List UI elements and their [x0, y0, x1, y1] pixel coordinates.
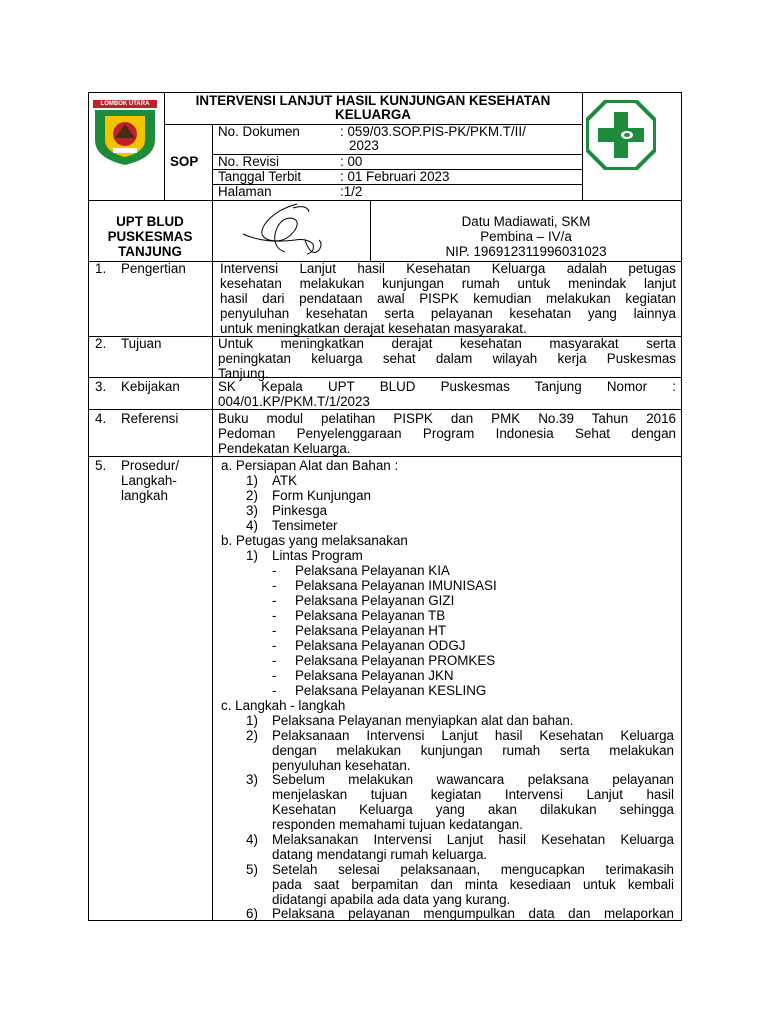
- step-2: [272, 728, 674, 773]
- list-dash: -: [272, 593, 277, 608]
- text-line: Pendekatan Keluarga.: [218, 441, 351, 456]
- list-item: Pinkesga: [272, 503, 328, 518]
- text-line: penyuluhan kesehatan serta pelayanan kesehatan yang lainnya: [220, 306, 676, 321]
- doc-number-label: No. Dokumen: [218, 124, 300, 139]
- section-title-prosedur: Langkah-: [121, 473, 177, 488]
- list-number: 1): [246, 713, 258, 728]
- page-label: Halaman: [218, 184, 272, 199]
- issue-date-value: : 01 Februari 2023: [340, 169, 450, 184]
- divider: [212, 200, 213, 261]
- text-line: penyuluhan kesehatan.: [272, 758, 411, 773]
- list-dash: -: [272, 668, 277, 683]
- list-dash: -: [272, 638, 277, 653]
- section-number: 4.: [95, 411, 107, 426]
- divider: [212, 124, 213, 200]
- list-item: Pelaksana Pelayanan PROMKES: [295, 653, 496, 668]
- signer-name: Datu Madiawati, SKM: [461, 214, 591, 229]
- text-line: Kesehatan Keluarga yang akan dilakukan sehingga: [272, 802, 674, 817]
- section-title-referensi: Referensi: [121, 411, 179, 426]
- list-item: Pelaksana Pelayanan KESLING: [295, 683, 487, 698]
- section-body-tujuan: [218, 336, 676, 381]
- health-cross-logo: [586, 100, 656, 175]
- divider: [88, 409, 682, 410]
- text-line: untuk meningkatkan derajat kesehatan masyarakat.: [220, 321, 527, 336]
- section-title-kebijakan: Kebijakan: [121, 379, 180, 394]
- text-line: Buku modul pelatihan PISPK dan PMK No.39 Tahun 2016: [218, 411, 676, 426]
- org-name-line1: UPT BLUD: [116, 214, 184, 229]
- list-item: Pelaksana Pelayanan TB: [295, 608, 446, 623]
- list-item: Form Kunjungan: [272, 488, 371, 503]
- text-line: didatangi apabila ada data yang kurang.: [272, 892, 511, 907]
- list-item: Pelaksana Pelayanan HT: [295, 623, 447, 638]
- org-name-line2: PUSKESMAS: [107, 229, 193, 244]
- text-line: Pelaksanaan Intervensi Lanjut hasil Kesehatan Keluarga: [272, 728, 674, 743]
- step-1: [272, 713, 674, 728]
- text-line: Pedoman Penyelenggaraan Program Indonesia Sehat dengan: [218, 426, 676, 441]
- section-number: 2.: [95, 336, 107, 351]
- logo-label: LOMBOK UTARA: [100, 101, 150, 107]
- divider: [164, 92, 165, 200]
- list-number: 4): [246, 518, 258, 533]
- text-line: Tanjung.: [218, 366, 269, 381]
- document-title-line1: INTERVENSI LANJUT HASIL KUNJUNGAN KESEHATAN: [195, 93, 551, 108]
- list-dash: -: [272, 578, 277, 593]
- section-number: 3.: [95, 379, 107, 394]
- list-item: Tensimeter: [272, 518, 338, 533]
- list-dash: -: [272, 608, 277, 623]
- list-number: 1): [246, 548, 258, 563]
- subsection-heading-b: b. Petugas yang melaksanakan: [221, 533, 408, 548]
- doc-number-value-cont: 2023: [349, 138, 379, 153]
- section-body-kebijakan: [218, 379, 676, 409]
- list-dash: -: [272, 623, 277, 638]
- step-5: [272, 862, 674, 907]
- text-line: kesehatan melakukan kunjungan rumah untuk menindak lanjut: [220, 276, 676, 291]
- page-value: :1/2: [340, 184, 363, 199]
- step-4: [272, 832, 674, 862]
- section-number: 1.: [95, 261, 107, 276]
- text-line: menjelaskan tujuan kegiatan Intervensi Lanjut hasil: [272, 787, 674, 802]
- list-number: 3): [246, 503, 258, 518]
- list-item: Pelaksana Pelayanan ODGJ: [295, 638, 466, 653]
- list-number: 6): [246, 906, 258, 921]
- subsection-heading-c: c. Langkah - langkah: [221, 698, 346, 713]
- list-item: Pelaksana Pelayanan JKN: [295, 668, 454, 683]
- list-item: Lintas Program: [272, 548, 363, 563]
- text-line: datang mendatangi rumah keluarga.: [272, 847, 488, 862]
- text-line: pada saat berpamitan dan minta kesediaan untuk kembali: [272, 877, 674, 892]
- signature: [235, 200, 345, 265]
- text-line: Untuk meningkatkan derajat kesehatan masyarakat serta: [218, 336, 676, 351]
- divider: [88, 456, 682, 457]
- list-dash: -: [272, 653, 277, 668]
- list-item: Pelaksana Pelayanan KIA: [295, 563, 450, 578]
- text-line: 004/01.KP/PKM.T/1/2023: [218, 394, 370, 409]
- section-number: 5.: [95, 458, 107, 473]
- text-line: Setelah selesai pelaksanaan, mengucapkan terimakasih: [272, 862, 674, 877]
- section-body-referensi: [218, 411, 676, 456]
- text-line: Pelaksana pelayanan mengumpulkan data dan melaporkan: [272, 906, 674, 921]
- text-line: peningkatan keluarga sehat dalam wilayah kerja Puskesmas: [218, 351, 676, 366]
- section-title-prosedur: Prosedur/: [121, 458, 180, 473]
- list-number: 5): [246, 862, 258, 877]
- doc-number-value: : 059/03.SOP.PIS-PK/PKM.T/II/: [340, 124, 526, 139]
- text-line: Pelaksana Pelayanan menyiapkan alat dan bahan.: [272, 713, 574, 728]
- section-body-pengertian: [220, 261, 676, 336]
- list-item: Pelaksana Pelayanan IMUNISASI: [295, 578, 497, 593]
- divider: [582, 92, 583, 200]
- step-3: [272, 772, 674, 832]
- list-dash: -: [272, 683, 277, 698]
- text-line: responden memahami tujuan kedatangan.: [272, 817, 523, 832]
- list-number: 2): [246, 488, 258, 503]
- text-line: Sebelum melakukan wawancara pelaksana pelayanan: [272, 772, 674, 787]
- list-number: 1): [246, 473, 258, 488]
- list-number: 2): [246, 728, 258, 743]
- text-line: hasil dari pendataan awal PISPK kemudian melakukan kegiatan: [220, 291, 676, 306]
- divider: [212, 261, 213, 921]
- lombok-utara-logo: [93, 100, 157, 166]
- signer-rank: Pembina – IV/a: [480, 229, 572, 244]
- section-title-tujuan: Tujuan: [121, 336, 162, 351]
- list-item: ATK: [272, 473, 298, 488]
- org-name-line3: TANJUNG: [118, 244, 182, 259]
- signer-nip: NIP. 196912311996031023: [445, 244, 607, 259]
- list-number: 3): [246, 772, 258, 787]
- section-title-prosedur: langkah: [121, 488, 168, 503]
- revision-label: No. Revisi: [218, 154, 280, 169]
- document-title-line2: KELUARGA: [335, 107, 411, 122]
- text-line: dengan melakukan kunjungan rumah serta melakukan: [272, 743, 674, 758]
- sop-label: SOP: [170, 154, 199, 169]
- divider: [88, 200, 682, 201]
- revision-value: : 00: [340, 154, 363, 169]
- list-number: 4): [246, 832, 258, 847]
- text-line: Melaksanakan Intervensi Lanjut hasil Kesehatan Keluarga: [272, 832, 674, 847]
- text-line: SK Kepala UPT BLUD Puskesmas Tanjung Nomor :: [218, 379, 676, 394]
- divider: [370, 200, 371, 261]
- list-item: Pelaksana Pelayanan GIZI: [295, 593, 455, 608]
- subsection-heading-a: a. Persiapan Alat dan Bahan :: [221, 458, 399, 473]
- step-6: [272, 906, 674, 921]
- text-line: Intervensi Lanjut hasil Kesehatan Keluarga adalah petugas: [220, 261, 676, 276]
- list-dash: -: [272, 563, 277, 578]
- issue-date-label: Tanggal Terbit: [218, 169, 302, 184]
- section-title-pengertian: Pengertian: [121, 261, 186, 276]
